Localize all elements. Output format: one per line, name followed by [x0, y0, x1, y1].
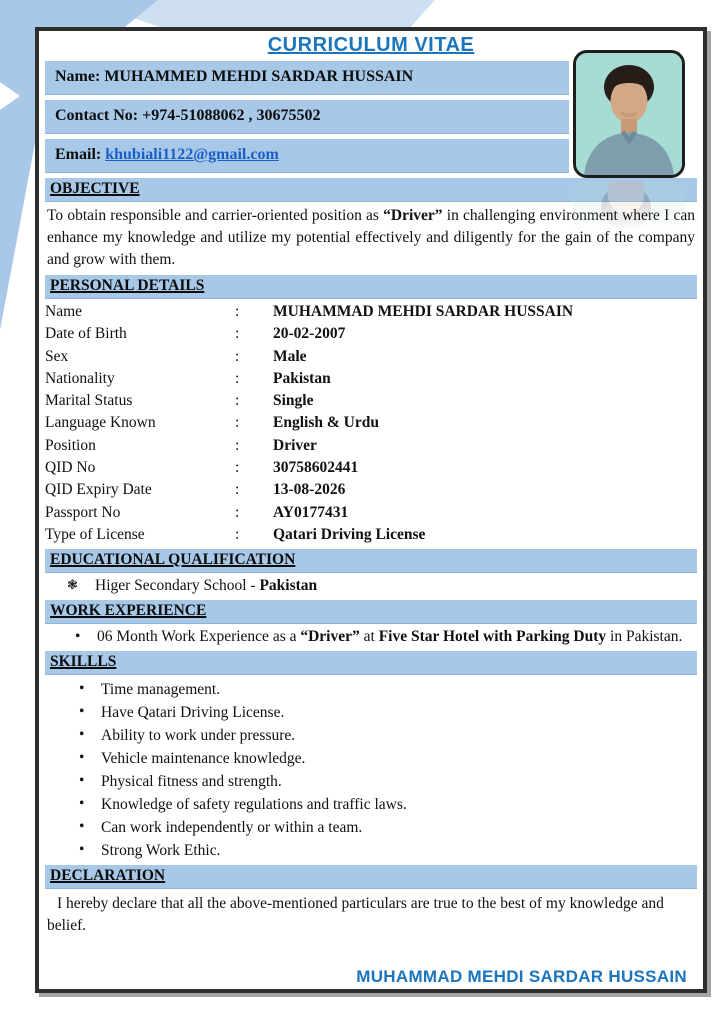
list-item: • Have Qatari Driving License.	[79, 703, 285, 722]
table-row: Date of Birth : 20-02-2007	[45, 325, 346, 343]
round-bullet-icon: •	[79, 795, 85, 813]
cv-document	[35, 27, 707, 993]
list-item: • Time management.	[79, 680, 221, 699]
list-item: • Ability to work under pressure.	[79, 726, 296, 745]
work-experience-item: • 06 Month Work Experience as a “Driver” at Five Star Hotel with Parking Duty in Pakistan.	[45, 626, 697, 648]
header-email-row	[45, 139, 569, 173]
flower-bullet-icon: ❃	[67, 577, 78, 593]
list-item: • Physical fitness and strength.	[79, 772, 282, 791]
profile-photo	[573, 50, 685, 178]
round-bullet-icon: •	[79, 749, 85, 767]
objective-paragraph: To obtain responsible and carrier-oriented position as “Driver” in challenging environment where I can enhance my knowledge and utilize my potential effectively and diligently for the gain of the company and grow with them.	[47, 207, 695, 268]
section-heading-work-experience: WORK EXPERIENCE	[45, 600, 697, 624]
person-portrait-graphic	[576, 53, 682, 175]
profile-photo-reflection	[573, 181, 685, 241]
page-title: CURRICULUM VITAE	[267, 34, 475, 56]
section-heading-declaration: DECLARATION	[45, 865, 697, 889]
email-link[interactable]: khubiali1122@gmail.com	[105, 146, 279, 163]
section-heading-skills: SKILLLS	[45, 651, 697, 675]
header-contact-row	[45, 100, 569, 134]
table-row: Passport No : AY0177431	[45, 503, 349, 521]
section-heading-personal-details: PERSONAL DETAILS	[45, 275, 697, 299]
list-item: • Knowledge of safety regulations and traffic laws.	[79, 795, 407, 814]
round-bullet-icon: •	[79, 772, 85, 790]
email-label: Email:	[55, 146, 102, 163]
table-row: Name : MUHAMMAD MEHDI SARDAR HUSSAIN	[45, 303, 574, 320]
section-heading-objective: OBJECTIVE	[45, 178, 697, 202]
table-row: Position : Driver	[45, 436, 317, 454]
round-bullet-icon: •	[79, 680, 85, 698]
signature-name: MUHAMMAD MEHDI SARDAR HUSSAIN	[356, 967, 687, 987]
education-item: ❃ Higer Secondary School - Pakistan	[45, 575, 697, 597]
header-name-row	[45, 61, 569, 95]
round-bullet-icon: •	[75, 628, 81, 646]
round-bullet-icon: •	[79, 726, 85, 744]
table-row: Language Known : English & Urdu	[45, 414, 379, 432]
table-row: Type of License : Qatari Driving License	[45, 525, 426, 543]
table-row: QID No : 30758602441	[45, 459, 359, 477]
name-value: MUHAMMED MEHDI SARDAR HUSSAIN	[104, 68, 414, 85]
table-row: QID Expiry Date : 13-08-2026	[45, 481, 346, 499]
cv-content	[39, 31, 703, 989]
round-bullet-icon: •	[79, 703, 85, 721]
list-item: • Vehicle maintenance knowledge.	[79, 749, 306, 768]
section-heading-education: EDUCATIONAL QUALIFICATION	[45, 549, 697, 573]
declaration-paragraph: I hereby declare that all the above-mentioned particulars are true to the best of my knowledge and belief.	[47, 895, 664, 935]
name-label: Name:	[55, 68, 101, 85]
table-row: Sex : Male	[45, 347, 307, 365]
skills-list	[45, 681, 697, 859]
table-row: Nationality : Pakistan	[45, 369, 331, 387]
round-bullet-icon: •	[79, 841, 85, 859]
list-item: • Strong Work Ethic.	[79, 841, 221, 860]
list-item: • Can work independently or within a team.	[79, 818, 363, 837]
personal-details-table	[45, 301, 697, 546]
contact-label: Contact No:	[55, 107, 139, 124]
table-row: Marital Status : Single	[45, 392, 314, 410]
contact-value: +974-51088062 , 30675502	[142, 107, 321, 124]
round-bullet-icon: •	[79, 818, 85, 836]
